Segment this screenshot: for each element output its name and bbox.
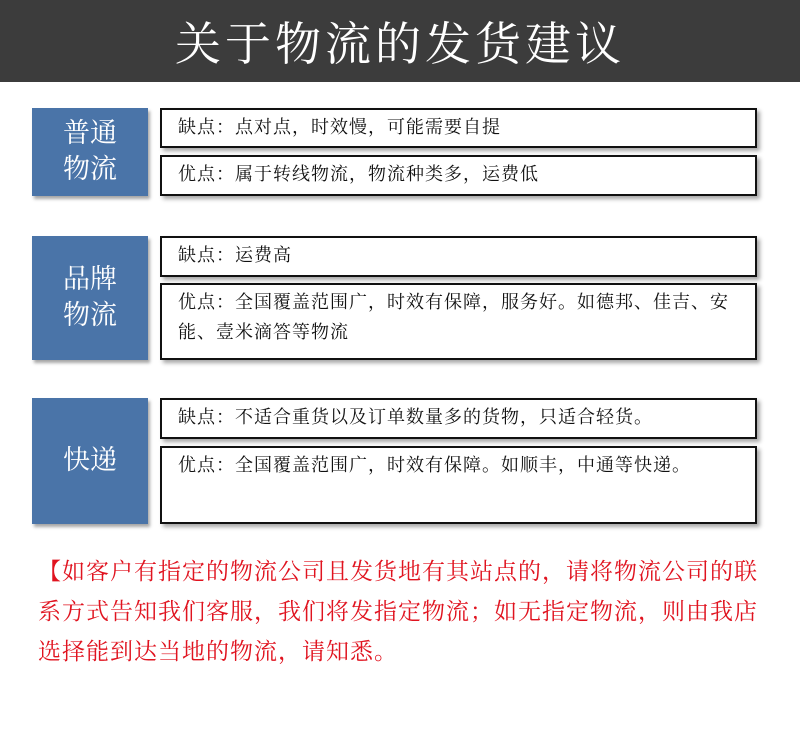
section-label-line: 快递 [63,445,117,476]
section-label-brand-logistics [32,236,148,360]
page-title: 关于物流的发货建议 [0,0,800,82]
shipping-note: 【如客户有指定的物流公司且发货地有其站点的，请将物流公司的联系方式告知我们客服，我们将发指定物流；如无指定物流，则由我店选择能到达当地的物流，请知悉。 [38,559,758,665]
section-label-line: 品牌 [63,264,117,295]
cons-box-brand-logistics: 缺点：运费高 [160,236,757,277]
cons-box-express: 缺点：不适合重货以及订单数量多的货物，只适合轻货。 [160,398,757,439]
pros-box-brand-logistics: 优点：全国覆盖范围广，时效有保障，服务好。如德邦、佳吉、安能、壹米滴答等物流 [160,283,757,360]
pros-box-express: 优点：全国覆盖范围广，时效有保障。如顺丰，中通等快递。 [160,446,757,524]
section-label-regular-logistics [32,108,148,196]
section-label-line: 物流 [63,154,117,185]
section-label-line: 物流 [63,300,117,331]
pros-box-regular-logistics: 优点：属于转线物流，物流种类多，运费低 [160,155,757,196]
section-label-express [32,398,148,524]
cons-box-regular-logistics: 缺点：点对点，时效慢，可能需要自提 [160,108,757,148]
section-label-line: 普通 [63,118,117,149]
